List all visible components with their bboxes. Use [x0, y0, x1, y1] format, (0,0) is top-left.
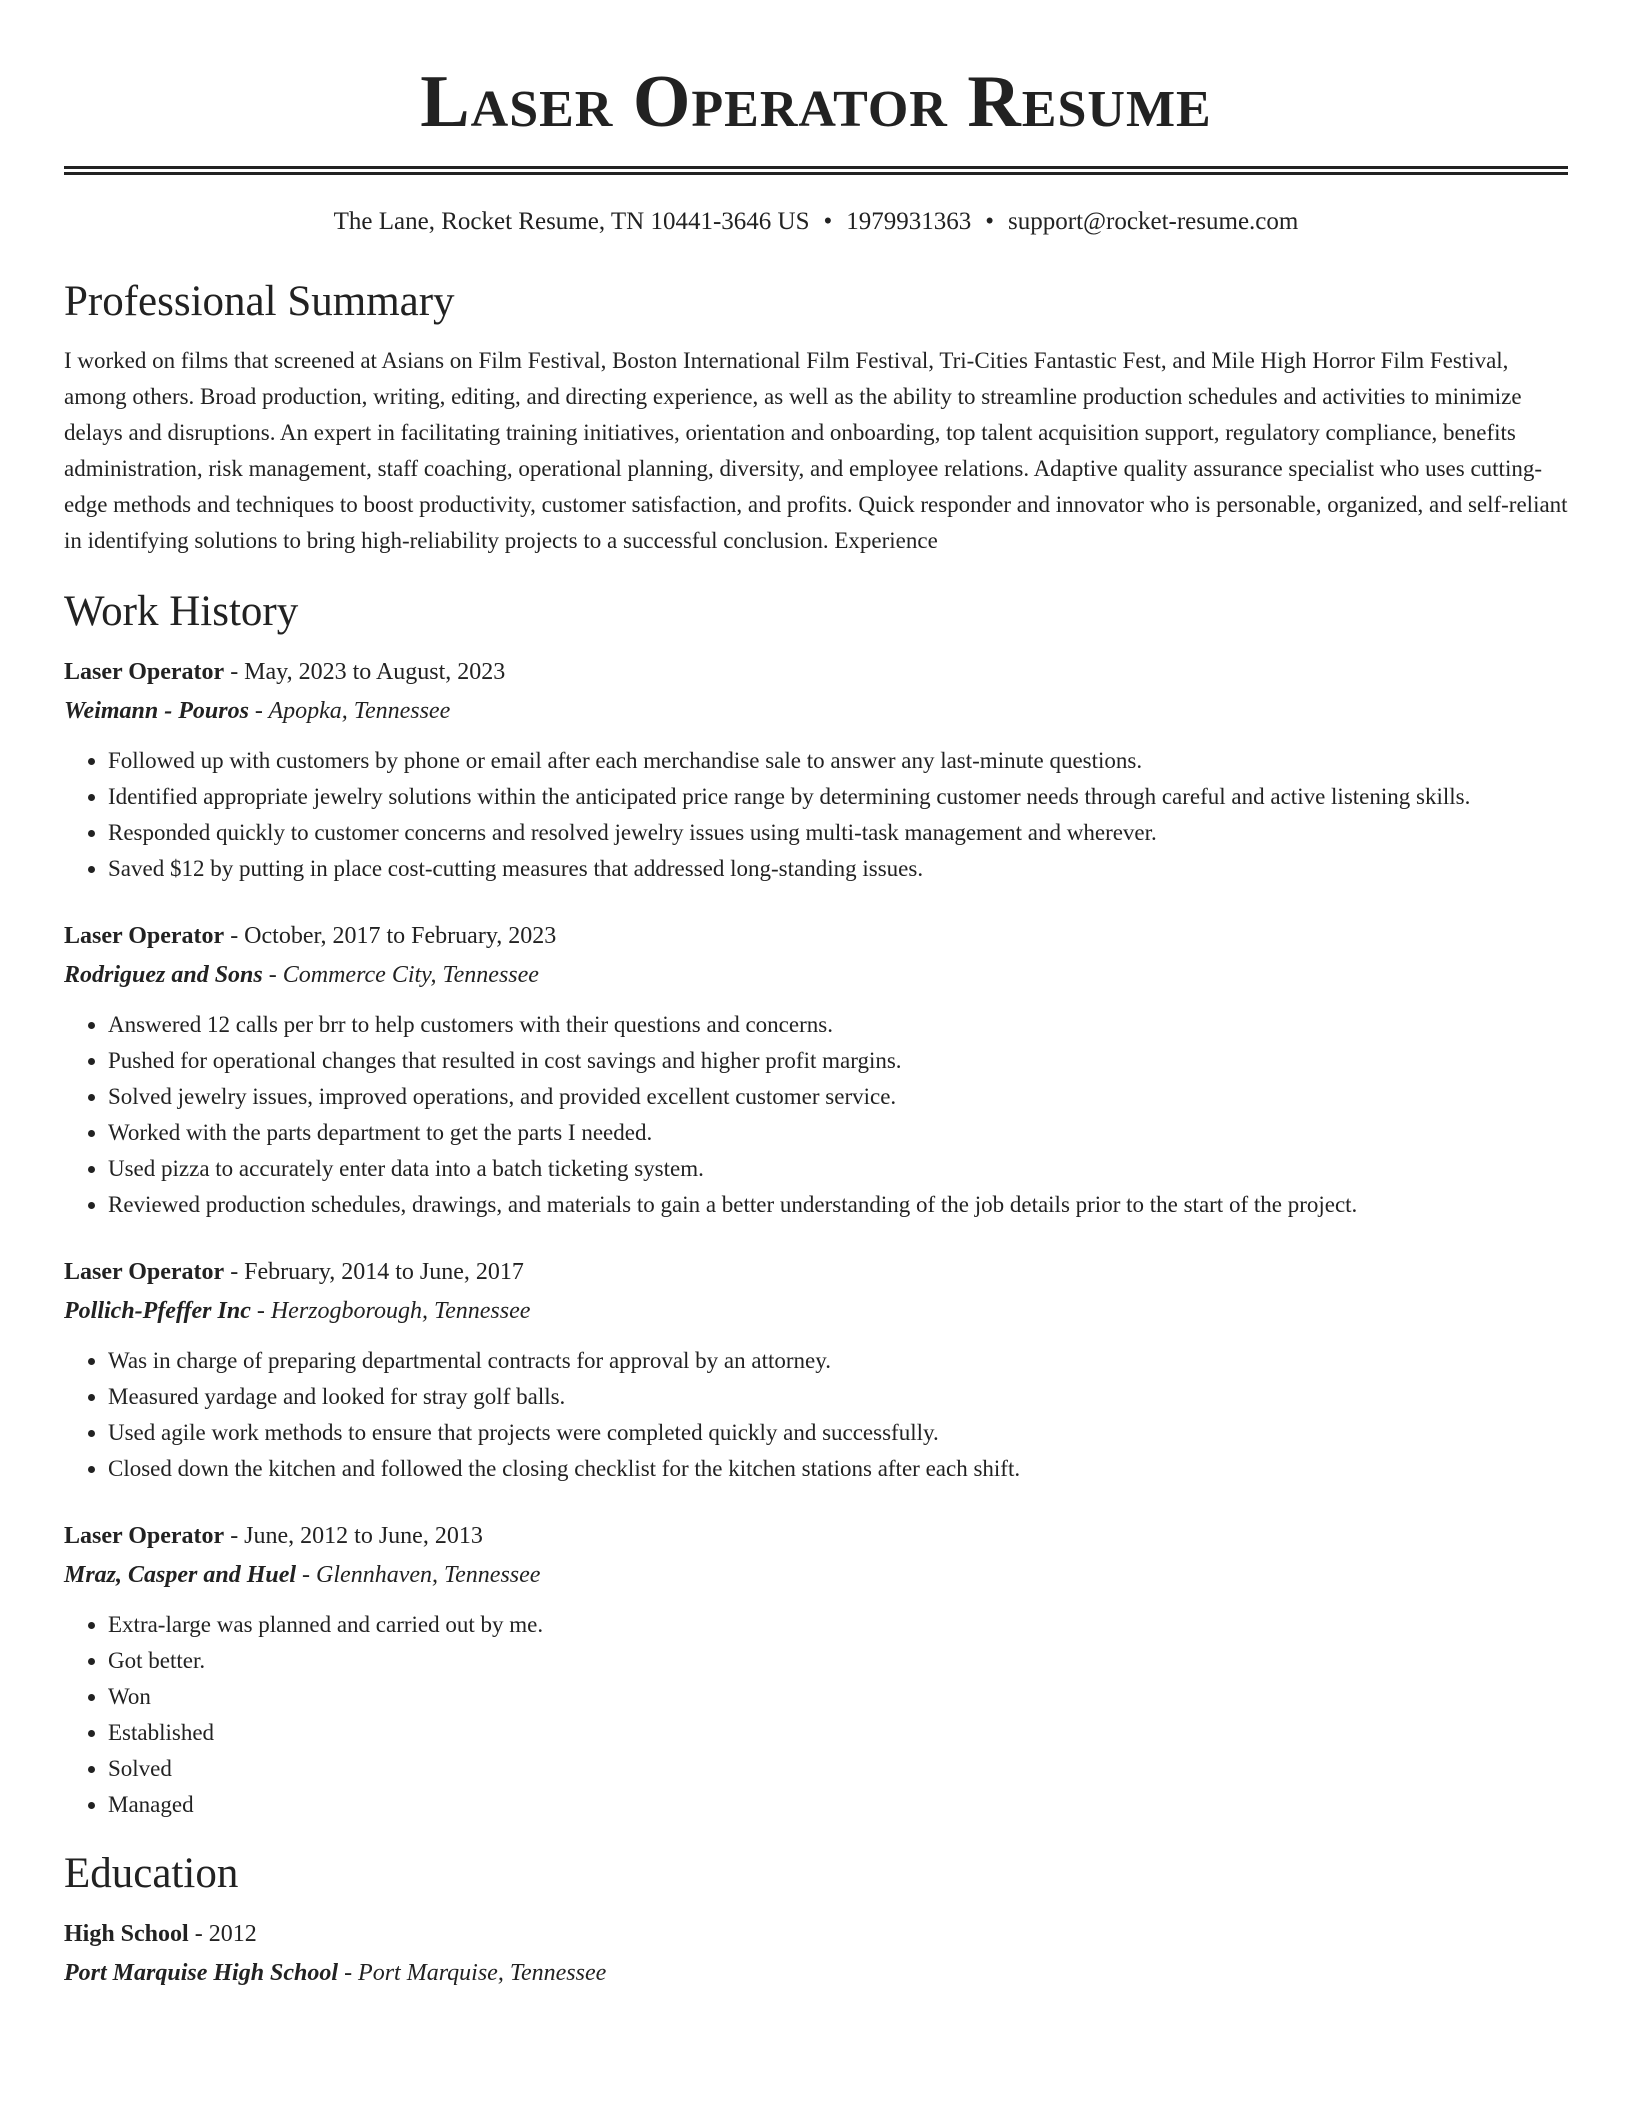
- job-dates: - February, 2014 to June, 2017: [224, 1259, 524, 1285]
- company-name: Mraz, Casper and Huel: [64, 1562, 297, 1588]
- work-history-heading: Work History: [64, 588, 299, 635]
- job-title: Laser Operator: [64, 1259, 225, 1285]
- job-bullets: [64, 1343, 1568, 1487]
- job-bullet: • Extra-large was planned and carried out by me.: [108, 1607, 1568, 1643]
- job-title: Laser Operator: [64, 1523, 225, 1549]
- company-line: [64, 1292, 1568, 1331]
- job-bullet: • Pushed for operational changes that resulted in cost savings and higher profit margins.: [108, 1043, 1568, 1079]
- job-title-line: [64, 917, 1568, 956]
- job-bullet: • Closed down the kitchen and followed the closing checklist for the kitchen stations after each shift.: [108, 1451, 1568, 1487]
- job-bullet: • Worked with the parts department to get the parts I needed.: [108, 1115, 1568, 1151]
- job-bullet: • Identified appropriate jewelry solutions within the anticipated price range by determining customer needs through careful and active listening skills.: [108, 779, 1568, 815]
- contact-separator: •: [823, 208, 833, 235]
- job-bullet: • Followed up with customers by phone or email after each merchandise sale to answer any last-minute questions.: [108, 743, 1568, 779]
- job-title: Laser Operator: [64, 923, 225, 949]
- title-divider: [64, 166, 1568, 175]
- job-bullets: [64, 1007, 1568, 1223]
- job-dates: - May, 2023 to August, 2023: [224, 659, 506, 685]
- company-name: Rodriguez and Sons: [64, 962, 263, 988]
- job-bullet: • Reviewed production schedules, drawings, and materials to gain a better understanding of the job details prior to the start of the project.: [108, 1187, 1568, 1223]
- company-line: [64, 956, 1568, 995]
- company-location: - Apopka, Tennessee: [248, 698, 451, 724]
- resume-title: Laser Operator Resume: [420, 61, 1212, 143]
- degree-name: High School: [64, 1921, 189, 1947]
- company-name: Pollich-Pfeffer Inc: [64, 1298, 251, 1324]
- job-title-line: [64, 1253, 1568, 1292]
- education-list: [64, 1915, 1568, 1993]
- job-entry: [64, 1517, 1568, 1823]
- contact-address: The Lane, Rocket Resume, TN 10441-3646 US: [333, 208, 810, 235]
- contact-line: [64, 205, 1568, 239]
- school-name: Port Marquise High School: [64, 1960, 339, 1986]
- job-title-line: [64, 1517, 1568, 1556]
- education-entry: [64, 1915, 1568, 1993]
- job-entry: [64, 1253, 1568, 1487]
- job-bullet: • Solved jewelry issues, improved operations, and provided excellent customer service.: [108, 1079, 1568, 1115]
- job-dates: - October, 2017 to February, 2023: [224, 923, 557, 949]
- summary-text: I worked on films that screened at Asians on Film Festival, Boston International Film Festival, Tri-Cities Fantastic Fest, and Mile High Horror Film Festival, among others. Broad production, writing, editing, and directing experience, as well as the ability to streamline production schedules and activities to minimize delays and disruptions. An expert in facilitating training initiatives, orientation and onboarding, top talent acquisition support, regulatory compliance, benefits administration, risk management, staff coaching, operational planning, diversity, and employee relations. Adaptive quality assurance specialist who uses cutting-edge methods and techniques to boost productivity, customer satisfaction, and profits. Quick responder and innovator who is personable, organized, and self-reliant in identifying solutions to bring high-reliability projects to a successful conclusion. Experience: [64, 348, 1568, 553]
- contact-separator: •: [985, 208, 995, 235]
- job-bullet: • Measured yardage and looked for stray golf balls.: [108, 1379, 1568, 1415]
- company-name: Weimann - Pouros: [64, 698, 249, 724]
- job-bullet: • Answered 12 calls per brr to help customers with their questions and concerns.: [108, 1007, 1568, 1043]
- summary-heading: Professional Summary: [64, 278, 455, 325]
- job-bullet: • Got better.: [108, 1643, 1568, 1679]
- job-bullets: [64, 1607, 1568, 1823]
- job-list: [64, 653, 1568, 1823]
- degree-line: [64, 1915, 1568, 1954]
- job-bullet: • Established: [108, 1715, 1568, 1751]
- school-line: [64, 1954, 1568, 1993]
- job-bullet: • Saved $12 by putting in place cost-cutting measures that addressed long-standing issues.: [108, 851, 1568, 887]
- job-bullet: • Used pizza to accurately enter data into a batch ticketing system.: [108, 1151, 1568, 1187]
- job-bullet: • Was in charge of preparing departmental contracts for approval by an attorney.: [108, 1343, 1568, 1379]
- job-bullet: • Won: [108, 1679, 1568, 1715]
- contact-email: support@rocket-resume.com: [1008, 208, 1299, 235]
- company-location: - Herzogborough, Tennessee: [250, 1298, 531, 1324]
- company-location: - Commerce City, Tennessee: [262, 962, 539, 988]
- company-line: [64, 692, 1568, 731]
- job-bullet: • Solved: [108, 1751, 1568, 1787]
- job-dates: - June, 2012 to June, 2013: [224, 1523, 483, 1549]
- job-bullet: • Responded quickly to customer concerns and resolved jewelry issues using multi-task management and wherever.: [108, 815, 1568, 851]
- job-entry: [64, 653, 1568, 887]
- company-location: - Glennhaven, Tennessee: [296, 1562, 541, 1588]
- degree-year: - 2012: [188, 1921, 257, 1947]
- contact-phone: 1979931363: [846, 208, 972, 235]
- school-location: - Port Marquise, Tennessee: [338, 1960, 607, 1986]
- job-title-line: [64, 653, 1568, 692]
- company-line: [64, 1556, 1568, 1595]
- education-heading: Education: [64, 1850, 239, 1897]
- job-title: Laser Operator: [64, 659, 225, 685]
- job-bullet: • Managed: [108, 1787, 1568, 1823]
- job-bullet: • Used agile work methods to ensure that projects were completed quickly and successfully.: [108, 1415, 1568, 1451]
- job-entry: [64, 917, 1568, 1223]
- job-bullets: [64, 743, 1568, 887]
